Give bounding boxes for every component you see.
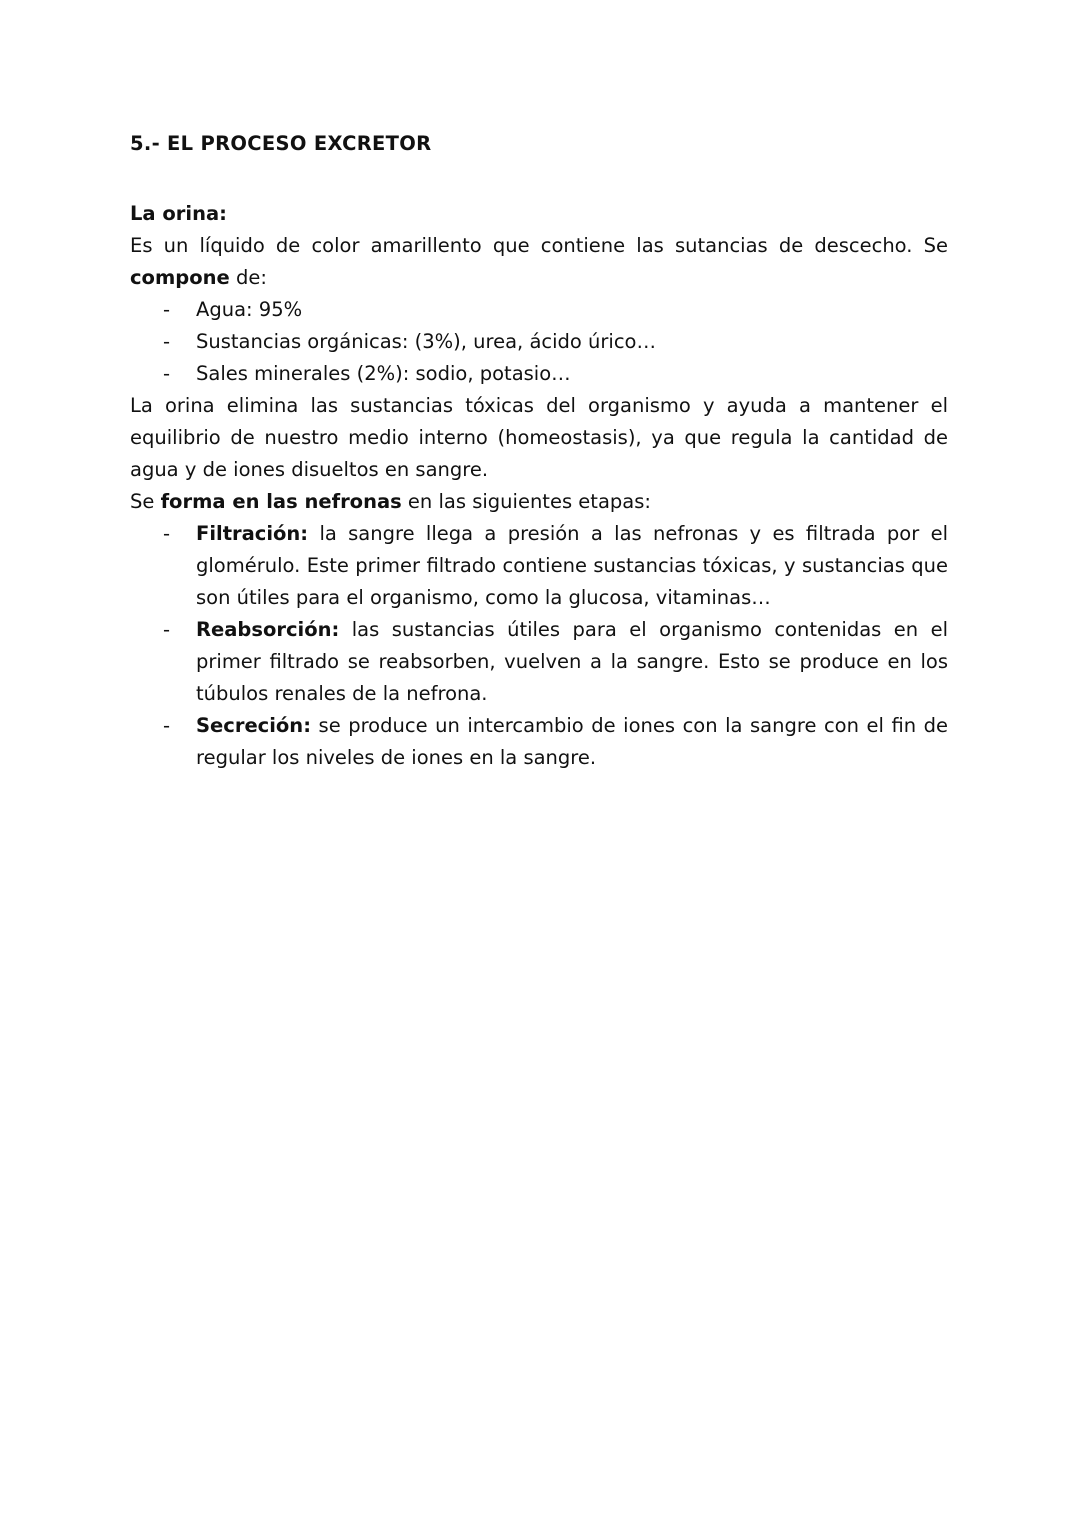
stage-term-secrecion: Secreción: (196, 714, 311, 737)
dash-bullet: - (163, 714, 171, 737)
function-paragraph: La orina elimina las sustancias tóxicas del organismo y ayuda a mantener el equilibrio de nuestro medio interno (homeostasis), ya que regula la cantidad de agua y de iones disueltos en sangre. (130, 394, 948, 481)
composition-item-salts: Sales minerales (2%): sodio, potasio… (196, 362, 571, 385)
intro-paragraph (130, 230, 948, 294)
formation-paragraph (130, 486, 948, 518)
intro-bold: compone (130, 266, 230, 289)
document-content (130, 128, 948, 774)
formation-prefix: Se (130, 490, 161, 513)
list-item (130, 326, 948, 358)
stage-term-reabsorcion: Reabsorción: (196, 618, 340, 641)
dash-bullet: - (163, 618, 171, 641)
subheading-la-orina: La orina: (130, 202, 227, 225)
list-item (130, 358, 948, 390)
intro-tail: de: (229, 266, 267, 289)
composition-list (130, 294, 948, 390)
stage-text-filtracion: la sangre llega a presión a las nefronas y es filtrada por el glomérulo. Este primer filtrado contiene sustancias tóxicas, y sustancias que son útiles para el organismo, como la glucosa, vitaminas… (196, 522, 948, 609)
formation-bold: forma en las nefronas (160, 490, 402, 513)
stage-term-filtracion: Filtración: (196, 522, 309, 545)
stage-text-secrecion: se produce un intercambio de iones con la sangre con el fin de regular los niveles de iones en la sangre. (196, 714, 948, 769)
dash-bullet: - (163, 330, 171, 353)
dash-bullet: - (163, 298, 171, 321)
stage-text-reabsorcion: las sustancias útiles para el organismo contenidas en el primer filtrado se reabsorben, vuelven a la sangre. Esto se produce en los túbulos renales de la nefrona. (196, 618, 948, 705)
list-item (130, 710, 948, 774)
composition-item-water: Agua: 95% (196, 298, 303, 321)
composition-item-organic: Sustancias orgánicas: (3%), urea, ácido úrico… (196, 330, 656, 353)
dash-bullet: - (163, 522, 171, 545)
intro-text: Es un líquido de color amarillento que contiene las sutancias de descecho. Se (130, 234, 948, 257)
formation-suffix: en las siguientes etapas: (401, 490, 651, 513)
list-item (130, 614, 948, 710)
list-item (130, 294, 948, 326)
stages-list (130, 518, 948, 774)
list-item (130, 518, 948, 614)
section-heading: 5.- EL PROCESO EXCRETOR (130, 132, 432, 155)
dash-bullet: - (163, 362, 171, 385)
